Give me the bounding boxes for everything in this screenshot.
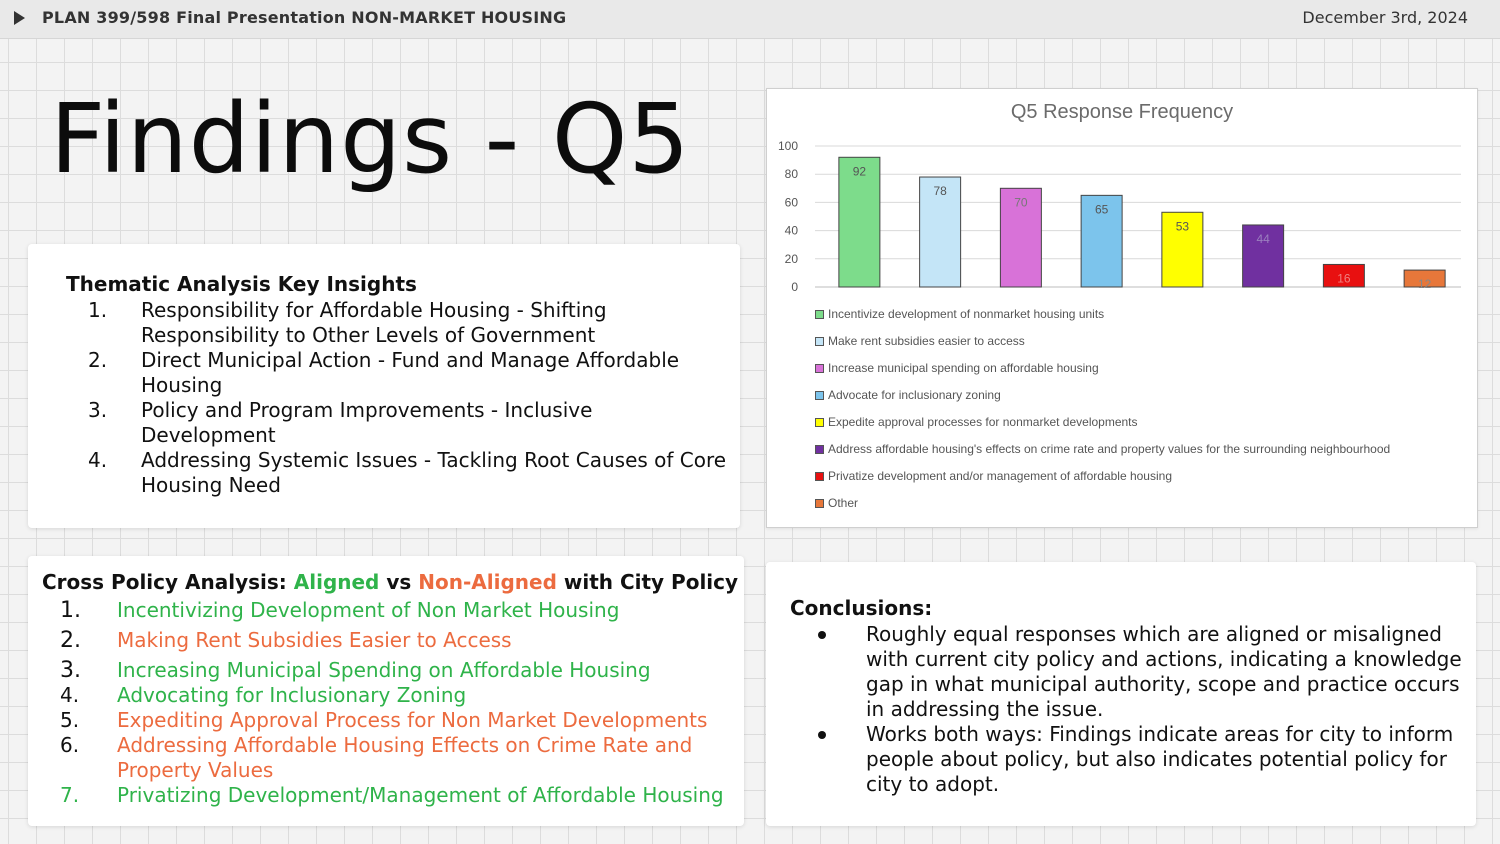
cross-heading: [42, 570, 738, 594]
data-label: 44: [1256, 231, 1270, 246]
aligned-label: Aligned: [293, 570, 380, 594]
thematic-heading: Thematic Analysis Key Insights: [66, 272, 417, 296]
legend-item: [815, 469, 1390, 496]
list-number: 1.: [88, 298, 108, 322]
conclusions-heading: Conclusions:: [790, 596, 933, 620]
legend-label: Expedite approval processes for nonmarket developments: [828, 415, 1138, 429]
list-item: [790, 722, 1462, 797]
thematic-analysis-card: [28, 244, 740, 528]
data-label: 70: [1014, 195, 1028, 210]
list-item: [60, 708, 740, 733]
legend-label: Address affordable housing's effects on crime rate and property values for the surrounding neighbourhood: [828, 442, 1391, 456]
list-number: 3.: [88, 398, 108, 422]
list-text: Advocating for Inclusionary Zoning: [117, 683, 467, 707]
chart-title: Q5 Response Frequency: [1010, 101, 1234, 123]
bar-chart: [767, 89, 1477, 304]
thematic-list: [88, 298, 728, 498]
y-tick-label: 60: [784, 195, 798, 210]
conclusions-card: [766, 562, 1476, 826]
slide-title: Findings - Q5: [50, 83, 691, 195]
legend-swatch: [815, 418, 824, 427]
legend-label: Other: [828, 496, 859, 510]
list-text: Works both ways: Findings indicate areas for city to inform people about policy, but also indicates potential policy for city to adopt.: [866, 722, 1454, 796]
list-number: 4.: [60, 683, 80, 707]
bullet-icon: [818, 731, 826, 739]
legend-label: Increase municipal spending on affordable housing: [828, 361, 1099, 375]
non-aligned-label: Non-Aligned: [418, 570, 557, 594]
data-label: 12: [1417, 277, 1432, 292]
data-label: 16: [1337, 271, 1351, 286]
cross-policy-card: [28, 556, 744, 826]
y-tick-label: 20: [784, 251, 798, 266]
chart-card: [766, 88, 1478, 528]
legend-label: Advocate for inclusionary zoning: [828, 388, 1001, 402]
bullet-icon: [818, 631, 826, 639]
legend-item: [815, 307, 1390, 334]
cross-heading-pre: Cross Policy Analysis:: [42, 570, 294, 594]
legend-swatch: [815, 445, 824, 454]
legend-item: [815, 415, 1390, 442]
list-text: Direct Municipal Action - Fund and Manage Affordable Housing: [141, 348, 680, 397]
list-number: 5.: [60, 708, 80, 732]
legend-swatch: [815, 337, 824, 346]
deck-title: PLAN 399/598 Final Presentation NON-MARKET HOUSING: [42, 8, 567, 27]
legend-swatch: [815, 310, 824, 319]
legend-swatch: [815, 364, 824, 373]
y-tick-label: 40: [784, 223, 798, 238]
legend-item: [815, 361, 1390, 388]
list-item: [60, 683, 740, 708]
list-text: Increasing Municipal Spending on Affordable Housing: [117, 658, 651, 682]
data-label: 78: [933, 184, 947, 199]
list-text: Addressing Affordable Housing Effects on Crime Rate and Property Values: [117, 733, 693, 782]
list-text: Addressing Systemic Issues - Tackling Root Causes of Core Housing Need: [141, 448, 727, 497]
list-item: [88, 398, 728, 448]
legend-item: [815, 388, 1390, 415]
list-number: 2.: [60, 628, 81, 653]
y-tick-label: 80: [784, 167, 798, 182]
list-item: [88, 348, 728, 398]
list-text: Privatizing Development/Management of Affordable Housing: [117, 783, 724, 807]
legend-label: Privatize development and/or management of affordable housing: [828, 469, 1172, 483]
list-number: 4.: [88, 448, 108, 472]
list-number: 2.: [88, 348, 108, 372]
chart-legend: [815, 307, 1390, 523]
list-number: 6.: [60, 733, 80, 757]
list-item: [88, 448, 728, 498]
y-tick-label: 0: [791, 280, 798, 294]
list-text: Expediting Approval Process for Non Market Developments: [117, 708, 708, 732]
list-item: [60, 628, 740, 653]
list-item: [790, 622, 1462, 722]
list-item: [60, 598, 740, 623]
list-text: Roughly equal responses which are aligned or misaligned with current city policy and actions, indicating a knowledge gap in what municipal authority, scope and practice occurs in addressing the issue.: [866, 622, 1462, 721]
legend-item: [815, 334, 1390, 361]
list-text: Policy and Program Improvements - Inclusive Development: [141, 398, 593, 447]
list-text: Making Rent Subsidies Easier to Access: [117, 628, 512, 652]
legend-item: [815, 442, 1390, 469]
legend-label: Incentivize development of nonmarket housing units: [828, 307, 1105, 321]
list-item: [88, 298, 728, 348]
cross-heading-vs: vs: [379, 570, 419, 594]
play-triangle-icon[interactable]: [14, 11, 25, 25]
cross-heading-post: with City Policy: [556, 570, 739, 594]
list-number: 1.: [60, 598, 81, 623]
list-number: 3.: [60, 658, 81, 683]
legend-swatch: [815, 472, 824, 481]
top-bar: [0, 0, 1500, 39]
data-label: 92: [852, 164, 867, 179]
data-label: 53: [1175, 219, 1190, 234]
conclusions-list: [790, 622, 1462, 797]
list-item: [60, 733, 740, 783]
legend-swatch: [815, 499, 824, 508]
legend-item: [815, 496, 1390, 523]
list-item: [60, 783, 740, 808]
data-label: 65: [1094, 202, 1109, 217]
list-text: Incentivizing Development of Non Market Housing: [117, 598, 620, 622]
y-tick-label: 100: [777, 139, 798, 153]
legend-label: Make rent subsidies easier to access: [828, 334, 1025, 348]
list-text: Responsibility for Affordable Housing - Shifting Responsibility to Other Levels of Government: [141, 298, 607, 347]
list-number: 7.: [60, 783, 80, 807]
list-item: [60, 658, 740, 683]
deck-date: December 3rd, 2024: [1302, 8, 1468, 27]
legend-swatch: [815, 391, 824, 400]
cross-list: [60, 598, 740, 808]
